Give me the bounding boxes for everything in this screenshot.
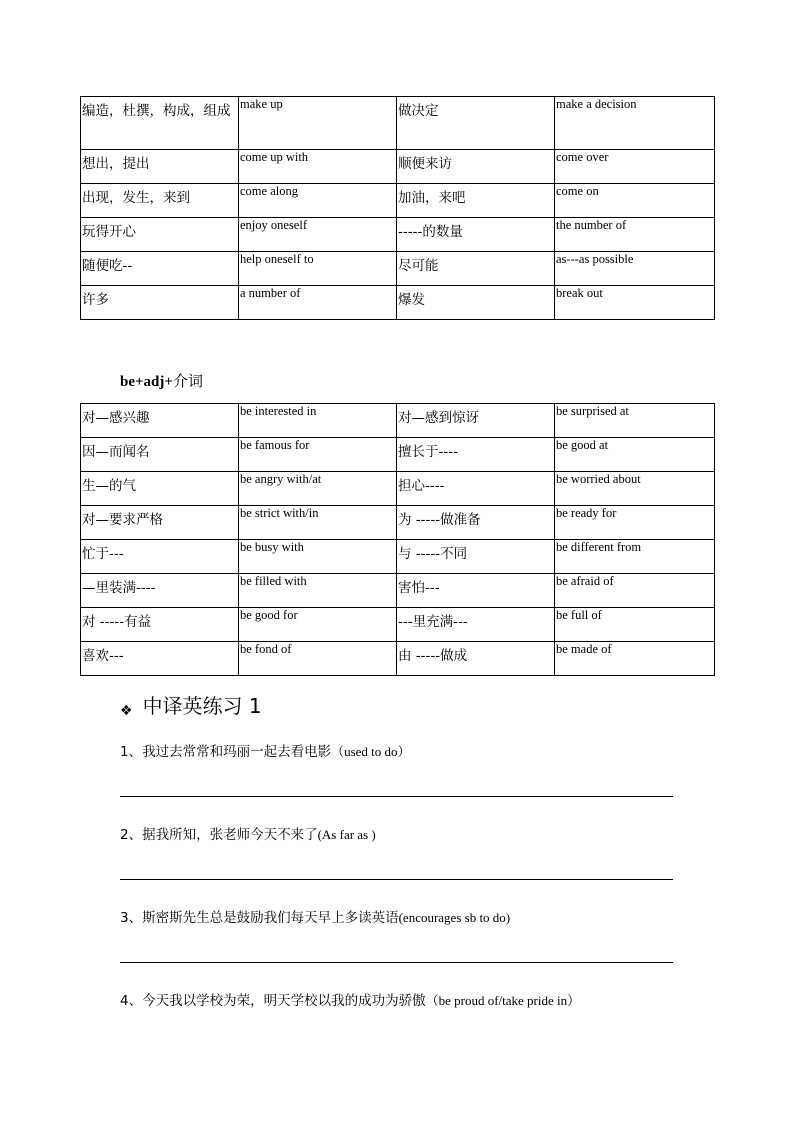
table-row <box>81 150 715 184</box>
english-phrase-text: be made of <box>556 642 612 656</box>
english-phrase-wrap <box>556 252 713 271</box>
question-text: 1、我过去常常和玛丽一起去看电影 <box>120 744 332 760</box>
english-phrase-wrap <box>240 252 395 271</box>
chinese-meaning-cell: 玩得开心 <box>81 218 239 252</box>
english-phrase-text: come over <box>556 150 609 164</box>
english-phrase-text: be afraid of <box>556 574 614 588</box>
section-title-text: 中译英练习 1 <box>142 694 262 718</box>
chinese-meaning-cell: 为 -----做准备 <box>397 506 555 540</box>
english-phrase-cell <box>555 252 715 286</box>
chinese-meaning-cell: 擅长于---- <box>397 438 555 472</box>
question-hint: (encourages sb to do) <box>398 910 511 925</box>
question-4 <box>120 989 580 1009</box>
english-phrase-text: the number of <box>556 218 627 232</box>
english-phrase-cell <box>239 404 397 438</box>
english-phrase-wrap <box>240 286 395 305</box>
english-phrase-text: be strict with/in <box>240 506 319 520</box>
english-phrase-text: enjoy oneself <box>240 218 307 232</box>
english-phrase-text: be busy with <box>240 540 304 554</box>
english-phrase-wrap <box>556 184 713 203</box>
chinese-meaning-cell: 编造，杜撰，构成，组成 <box>81 97 239 150</box>
chinese-meaning-cell: 爆发 <box>397 286 555 320</box>
english-phrase-wrap <box>556 506 713 525</box>
question-text: 3、斯密斯先生总是鼓励我们每天早上多读英语 <box>120 910 399 926</box>
chinese-meaning-cell: 喜欢--- <box>81 642 239 676</box>
english-phrase-text: be worried about <box>556 472 641 486</box>
table-row <box>81 438 715 472</box>
english-phrase-text: make up <box>240 97 283 111</box>
english-phrase-wrap <box>240 608 395 627</box>
english-phrase-cell <box>239 608 397 642</box>
chinese-meaning-cell: 担心---- <box>397 472 555 506</box>
english-phrase-wrap <box>556 540 713 559</box>
english-phrase-wrap <box>240 438 395 457</box>
english-phrase-text: be interested in <box>240 404 317 418</box>
subheading-zh: 介词 <box>172 372 203 390</box>
english-phrase-cell <box>239 150 397 184</box>
english-phrase-text: be fond of <box>240 642 292 656</box>
english-phrase-wrap <box>240 506 395 525</box>
english-phrase-cell <box>555 608 715 642</box>
table-row <box>81 472 715 506</box>
answer-line-3[interactable] <box>120 962 673 963</box>
english-phrase-cell <box>239 506 397 540</box>
chinese-meaning-cell: 对 -----有益 <box>81 608 239 642</box>
english-phrase-cell <box>555 472 715 506</box>
table-row <box>81 218 715 252</box>
english-phrase-wrap <box>240 150 395 169</box>
english-phrase-text: make a decision <box>556 97 637 111</box>
english-phrase-cell <box>555 286 715 320</box>
chinese-meaning-cell: 尽可能 <box>397 252 555 286</box>
question-hint: （be proud of/take pride in） <box>425 993 581 1008</box>
phrase-table-2 <box>80 403 715 676</box>
english-phrase-text: be filled with <box>240 574 307 588</box>
english-phrase-wrap <box>556 608 713 627</box>
english-phrase-wrap <box>556 642 713 661</box>
english-phrase-wrap <box>556 150 713 169</box>
english-phrase-cell <box>239 286 397 320</box>
english-phrase-cell <box>555 97 715 150</box>
english-phrase-cell <box>239 252 397 286</box>
english-phrase-text: be ready for <box>556 506 617 520</box>
english-phrase-cell <box>239 97 397 150</box>
english-phrase-wrap <box>556 218 713 237</box>
chinese-meaning-cell: 想出，提出 <box>81 150 239 184</box>
question-text: 2、据我所知，张老师今天不来了 <box>120 827 318 843</box>
english-phrase-cell <box>555 642 715 676</box>
english-phrase-text: help oneself to <box>240 252 314 266</box>
english-phrase-wrap <box>240 218 395 237</box>
english-phrase-text: come up with <box>240 150 309 164</box>
english-phrase-wrap <box>240 642 395 661</box>
subheading <box>120 370 203 391</box>
chinese-meaning-cell: —里装满---- <box>81 574 239 608</box>
chinese-meaning-cell: 许多 <box>81 286 239 320</box>
chinese-meaning-cell: 对—感到惊讶 <box>397 404 555 438</box>
english-phrase-wrap <box>556 404 713 423</box>
question-1 <box>120 740 411 760</box>
english-phrase-wrap <box>556 438 713 457</box>
english-phrase-text: be famous for <box>240 438 310 452</box>
subheading-en: be+adj+ <box>120 374 173 390</box>
english-phrase-cell <box>555 574 715 608</box>
english-phrase-wrap <box>240 574 395 593</box>
english-phrase-text: come on <box>556 184 599 198</box>
chinese-meaning-cell: ---里充满--- <box>397 608 555 642</box>
table-row <box>81 286 715 320</box>
english-phrase-wrap <box>556 472 713 491</box>
question-text: 4、今天我以学校为荣，明天学校以我的成功为骄傲 <box>120 993 426 1009</box>
english-phrase-cell <box>555 506 715 540</box>
english-phrase-text: a number of <box>240 286 301 300</box>
english-phrase-cell <box>239 472 397 506</box>
english-phrase-wrap <box>240 540 395 559</box>
english-phrase-wrap <box>556 97 713 116</box>
chinese-meaning-cell: 因—而闻名 <box>81 438 239 472</box>
english-phrase-cell <box>555 540 715 574</box>
english-phrase-cell <box>555 150 715 184</box>
chinese-meaning-cell: 与 -----不同 <box>397 540 555 574</box>
question-2 <box>120 823 376 843</box>
english-phrase-cell <box>555 218 715 252</box>
table-row <box>81 506 715 540</box>
english-phrase-cell <box>239 438 397 472</box>
section-title <box>120 690 262 719</box>
chinese-meaning-cell: 随便吃-- <box>81 252 239 286</box>
chinese-meaning-cell: 顺便来访 <box>397 150 555 184</box>
english-phrase-text: be different from <box>556 540 642 554</box>
english-phrase-wrap <box>556 574 713 593</box>
english-phrase-wrap <box>240 97 395 116</box>
chinese-meaning-cell: 对—感兴趣 <box>81 404 239 438</box>
english-phrase-wrap <box>240 184 395 203</box>
chinese-meaning-cell: -----的数量 <box>397 218 555 252</box>
english-phrase-text: break out <box>556 286 603 300</box>
chinese-meaning-cell: 害怕--- <box>397 574 555 608</box>
english-phrase-text: come along <box>240 184 298 198</box>
chinese-meaning-cell: 生—的气 <box>81 472 239 506</box>
english-phrase-text: be angry with/at <box>240 472 322 486</box>
question-hint: (As far as ) <box>317 827 376 842</box>
chinese-meaning-cell: 忙于--- <box>81 540 239 574</box>
question-3 <box>120 906 510 926</box>
chinese-meaning-cell: 做决定 <box>397 97 555 150</box>
table-row <box>81 184 715 218</box>
chinese-meaning-cell: 对—要求严格 <box>81 506 239 540</box>
english-phrase-text: be good for <box>240 608 298 622</box>
table-row <box>81 252 715 286</box>
english-phrase-wrap <box>240 472 395 491</box>
english-phrase-cell <box>239 642 397 676</box>
english-phrase-text: be good at <box>556 438 609 452</box>
table-row <box>81 608 715 642</box>
english-phrase-cell <box>555 404 715 438</box>
english-phrase-text: as---as possible <box>556 252 634 266</box>
english-phrase-wrap <box>240 404 395 423</box>
table-row <box>81 642 715 676</box>
english-phrase-cell <box>555 184 715 218</box>
diamond-bullet-icon: ❖ <box>120 703 133 719</box>
question-hint: （used to do） <box>331 744 411 759</box>
chinese-meaning-cell: 加油，来吧 <box>397 184 555 218</box>
english-phrase-cell <box>239 574 397 608</box>
table-row <box>81 540 715 574</box>
table-row <box>81 404 715 438</box>
english-phrase-text: be full of <box>556 608 602 622</box>
table-row <box>81 574 715 608</box>
english-phrase-cell <box>239 540 397 574</box>
phrase-table-1 <box>80 96 715 320</box>
english-phrase-cell <box>239 218 397 252</box>
english-phrase-cell <box>555 438 715 472</box>
answer-line-1[interactable] <box>120 796 673 797</box>
english-phrase-text: be surprised at <box>556 404 629 418</box>
table-row <box>81 97 715 150</box>
english-phrase-wrap <box>556 286 713 305</box>
english-phrase-cell <box>239 184 397 218</box>
chinese-meaning-cell: 由 -----做成 <box>397 642 555 676</box>
answer-line-2[interactable] <box>120 879 673 880</box>
chinese-meaning-cell: 出现，发生，来到 <box>81 184 239 218</box>
